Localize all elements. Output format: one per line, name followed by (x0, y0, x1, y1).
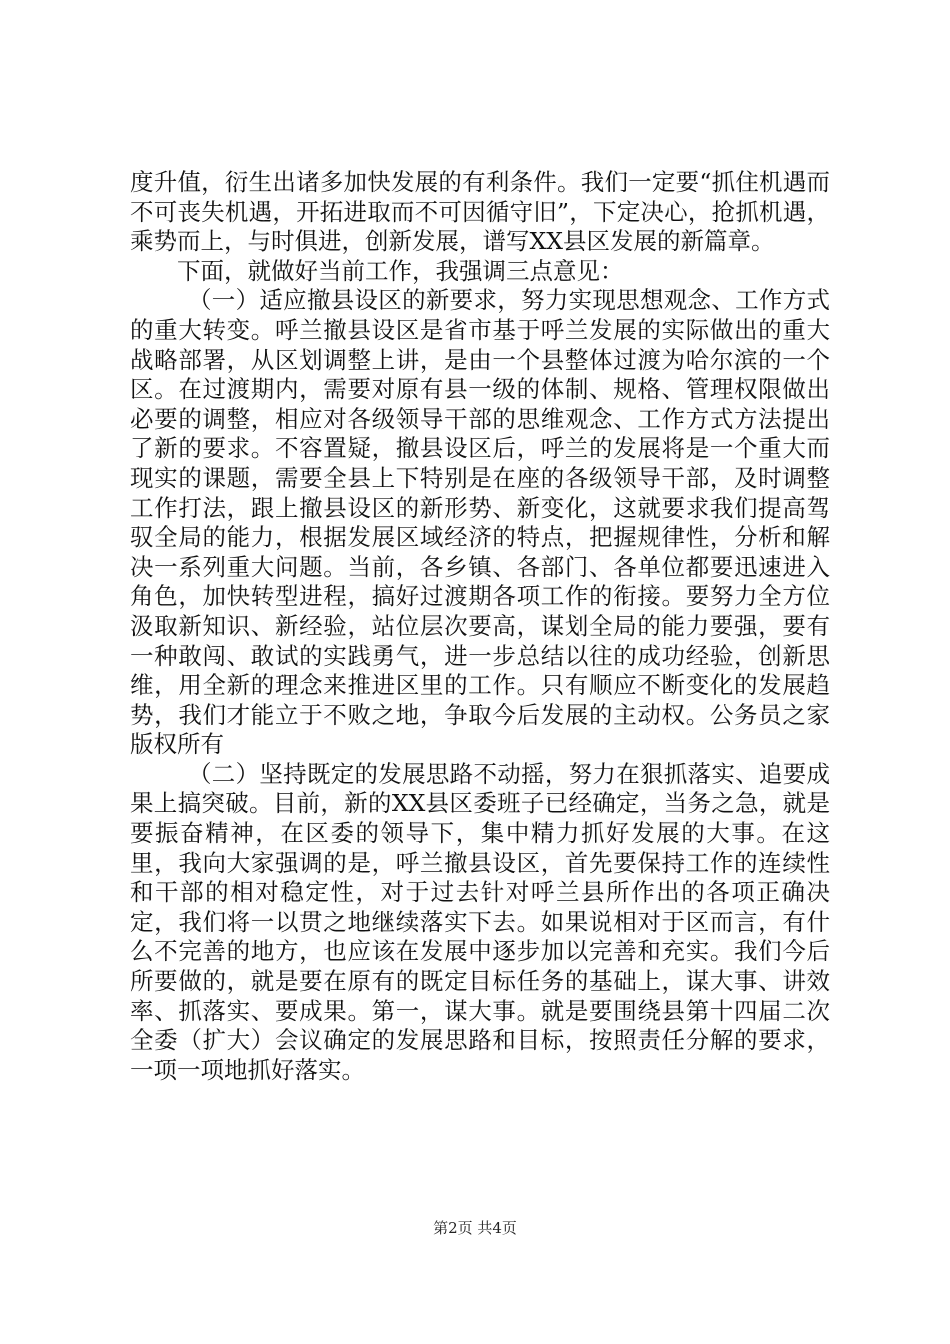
paragraph-point-two: （二）坚持既定的发展思路不动摇，努力在狠抓落实、追要成果上搞突破。目前，新的XX县区委班子已经确定，当务之急，就是要振奋精神，在区委的领导下，集中精力抓好发展的大事。在这里，我向大家强调的是，呼兰撤县设区，首先要保持工作的连续性和干部的相对稳定性，对于过去针对呼兰县所作出的各项正确决定，我们将一以贯之地继续落实下去。如果说相对于区而言，有什么不完善的地方，也应该在发展中逐步加以完善和充实。我们今后所要做的，就是要在原有的既定目标任务的基础上，谋大事、讲效率、抓落实、要成果。第一，谋大事。就是要围绕县第十四届二次全委（扩大）会议确定的发展思路和目标，按照责任分解的要求，一项一项地抓好落实。 (130, 759, 830, 1084)
body-text (130, 168, 830, 1085)
paragraph-continuation: 度升值，衍生出诸多加快发展的有利条件。我们一定要“抓住机遇而不可丧失机遇，开拓进取而不可因循守旧”，下定决心，抢抓机遇，乘势而上，与时俱进，创新发展，谱写XX县区发展的新篇章。 (130, 168, 830, 256)
paragraph-intro: 下面，就做好当前工作，我强调三点意见： (177, 256, 624, 285)
paragraph-point-one: （一）适应撤县设区的新要求，努力实现思想观念、工作方式的重大转变。呼兰撤县设区是省市基于呼兰发展的实际做出的重大战略部署，从区划调整上讲，是由一个县整体过渡为哈尔滨的一个区。在过渡期内，需要对原有县一级的体制、规格、管理权限做出必要的调整，相应对各级领导干部的思维观念、工作方式方法提出了新的要求。不容置疑，撤县设区后，呼兰的发展将是一个重大而现实的课题，需要全县上下特别是在座的各级领导干部，及时调整工作打法，跟上撤县设区的新形势、新变化，这就要求我们提高驾驭全局的能力，根据发展区域经济的特点，把握规律性，分析和解决一系列重大问题。当前，各乡镇、各部门、各单位都要迅速进入角色，加快转型进程，搞好过渡期各项工作的衔接。要努力全方位汲取新知识、新经验，站位层次要高，谋划全局的能力要强，要有一种敢闯、敢试的实践勇气，进一步总结以往的成功经验，创新思维，用全新的理念来推进区里的工作。只有顺应不断变化的发展趋势，我们才能立于不败之地，争取今后发展的主动权。公务员之家版权所有 (130, 286, 830, 759)
page-number-footer: 第2页 共4页 (433, 1219, 517, 1237)
